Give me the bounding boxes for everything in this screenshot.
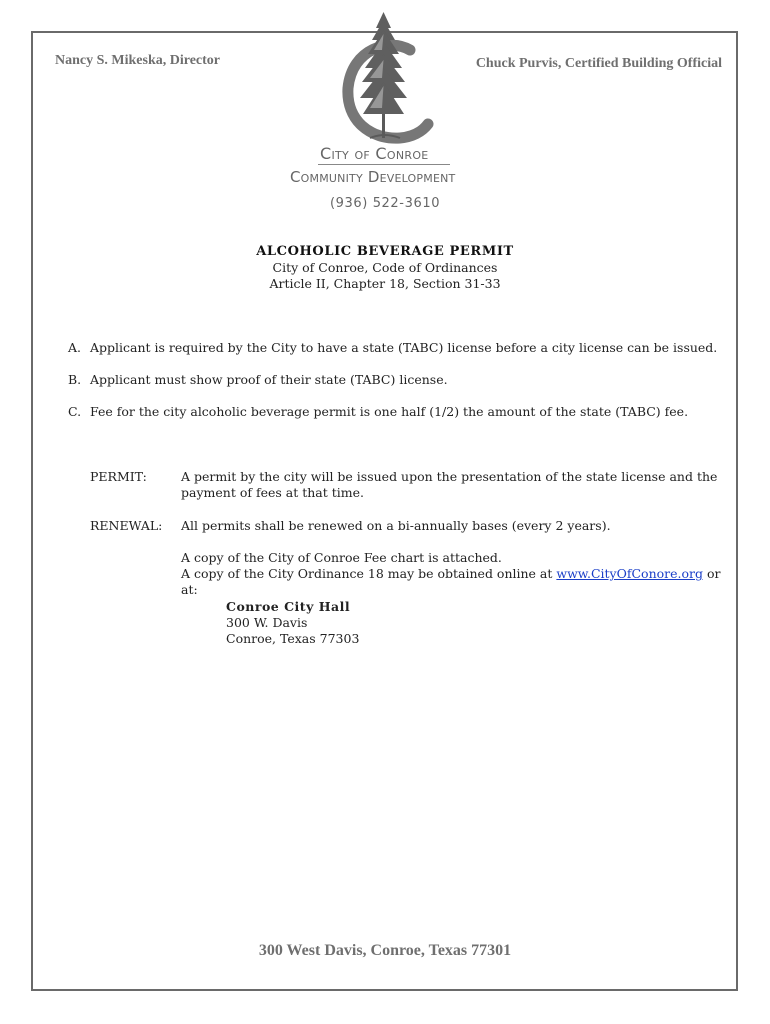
permit-label: PERMIT:: [90, 469, 147, 484]
requirement-item: [68, 404, 728, 419]
requirement-text: Applicant is required by the City to have a state (TABC) license before a city license can be issued.: [90, 340, 718, 355]
pine-tree-c-logo-icon: [330, 10, 440, 150]
renewal-text: All permits shall be renewed on a bi-annually bases (every 2 years).: [181, 518, 611, 533]
fee-chart-note: A copy of the City of Conroe Fee chart is attached.: [181, 550, 502, 565]
ordinance-note-text: A copy of the City Ordinance 18 may be obtained online at: [181, 566, 553, 581]
address-name: Conroe City Hall: [226, 599, 351, 614]
org-line-2: [290, 168, 455, 186]
renewal-label: RENEWAL:: [90, 518, 163, 533]
logo-divider: [318, 164, 450, 165]
requirement-text: Fee for the city alcoholic beverage permit is one half (1/2) the amount of the state (TABC) fee.: [90, 404, 689, 419]
title-subtitle-2: Article II, Chapter 18, Section 31-33: [269, 276, 501, 291]
phone-number: (936) 522-3610: [330, 196, 441, 211]
org-name-dept: Community Development: [290, 168, 456, 186]
address-street: 300 W. Davis: [226, 615, 308, 630]
city-hall-address: [226, 599, 359, 647]
title-subtitle-1: City of Conroe, Code of Ordinances: [272, 260, 498, 275]
requirement-label: C.: [68, 404, 82, 419]
city-website-link[interactable]: www.CityOfConore.org: [556, 566, 703, 581]
document-title: ALCOHOLIC BEVERAGE PERMIT: [256, 244, 514, 259]
building-official-name: Chuck Purvis, Certified Building Official: [475, 56, 722, 71]
permit-text-line-1: A permit by the city will be issued upon the presentation of the state license and the: [181, 469, 718, 484]
permit-text: [181, 469, 721, 501]
org-name-city: City of Conroe: [320, 144, 429, 163]
permit-text-line-2: payment of fees at that time.: [181, 485, 364, 500]
title-block: [0, 243, 770, 292]
address-city: Conroe, Texas 77303: [226, 631, 360, 646]
requirement-item: [68, 340, 728, 355]
footer-address: 300 West Davis, Conroe, Texas 77301: [258, 942, 512, 959]
requirement-label: B.: [68, 372, 82, 387]
ordinance-note-suffix: or at:: [181, 566, 721, 597]
director-name: Nancy S. Mikeska, Director: [55, 53, 220, 68]
requirement-item: [68, 372, 728, 387]
requirement-label: A.: [68, 340, 82, 355]
org-line-1: [320, 144, 429, 163]
requirement-text: Applicant must show proof of their state (TABC) license.: [90, 372, 448, 387]
ordinance-note: [181, 566, 741, 598]
